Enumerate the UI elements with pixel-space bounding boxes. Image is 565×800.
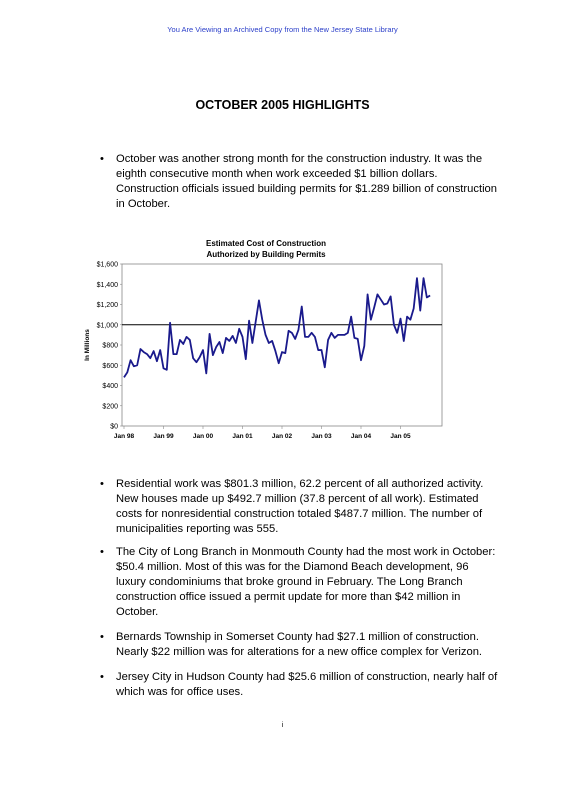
page-number: i [281, 722, 284, 729]
y-tick-label: $1,200 [96, 302, 118, 309]
y-axis-label: In Millions [84, 329, 91, 361]
intro-bullet-text: October was another strong month for the construction industry. It was the eighth consecutive month when work exceeded $1 billion dollars. Construction officials issued building permits for $1.289 billion of construction in October. [116, 153, 497, 210]
y-tick-label: $400 [102, 383, 118, 390]
chart-title-line1: Estimated Cost of Construction [205, 239, 327, 248]
bullet-text: The City of Long Branch in Monmouth County had the most work in October: $50.4 million. Most of this was for the Diamond Beach development, 96 luxury condominiums that broke ground in February. The Long Branch construction office issued a permit update for more than $42 million in October. [116, 546, 496, 618]
y-tick-label: $1,400 [96, 281, 118, 289]
y-tick-label: $200 [102, 403, 118, 411]
y-tick-label: $600 [102, 362, 118, 370]
bullet-marker: • [100, 478, 104, 490]
x-tick-label: Jan 04 [350, 433, 372, 440]
x-tick-label: Jan 03 [311, 433, 332, 440]
y-tick-label: $800 [102, 342, 118, 350]
x-tick-label: Jan 01 [232, 433, 253, 440]
x-tick-label: Jan 05 [390, 433, 411, 440]
bullet-marker: • [100, 153, 104, 165]
bullet-text: Bernards Township in Somerset County had $27.1 million of construction. Nearly $22 million was for alterations for a new office complex for Verizon. [116, 631, 483, 658]
bullet-marker: • [100, 631, 104, 643]
bullet-marker: • [100, 546, 104, 558]
bullet-text: Residential work was $801.3 million, 62.2 percent of all authorized activity. New houses made up $492.7 million (37.8 percent of all work). Estimated costs for nonresidential construction totaled $487.7 million. The number of municipalities reporting was 555. [116, 478, 484, 535]
y-tick-label: $1,000 [96, 322, 118, 330]
construction-cost-chart [80, 236, 450, 446]
y-tick-label: $1,600 [96, 261, 118, 269]
x-tick-label: Jan 00 [192, 433, 214, 440]
chart-title-line2: Authorized by Building Permits [206, 250, 326, 259]
archive-banner: You Are Viewing an Archived Copy from the New Jersey State Library [167, 25, 398, 34]
y-tick-label: $0 [110, 423, 118, 431]
x-axis-ticks [114, 426, 411, 440]
bullet-marker: • [100, 671, 104, 683]
y-axis-ticks [97, 262, 122, 431]
plot-area [122, 264, 442, 426]
x-tick-label: Jan 99 [153, 433, 174, 440]
bullet-text: Jersey City in Hudson County had $25.6 million of construction, nearly half of which was for office uses. [116, 671, 498, 698]
page-title: OCTOBER 2005 HIGHLIGHTS [195, 98, 370, 112]
x-tick-label: Jan 98 [113, 433, 135, 440]
x-tick-label: Jan 02 [271, 433, 293, 440]
